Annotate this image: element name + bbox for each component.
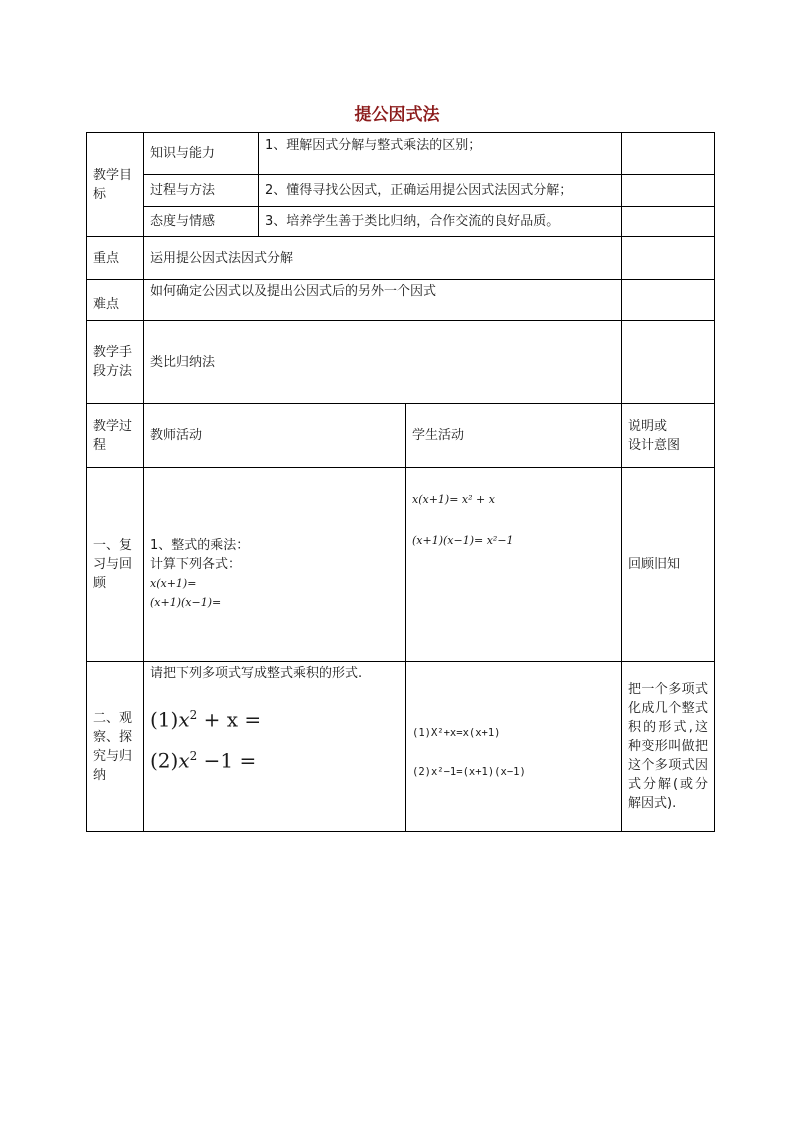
- student-activity-header: 学生活动: [406, 404, 622, 468]
- method-label: 教学手段方法: [87, 321, 144, 404]
- objective-note-1: [622, 133, 715, 175]
- stage1-teacher-line2: 计算下列各式：: [150, 556, 242, 572]
- stage1-teacher-expr1: x(x+1)=: [150, 576, 197, 590]
- stage2-row: [87, 662, 715, 832]
- objective-row-3: [87, 207, 715, 237]
- stage2-student-answer-1: (1)X²+x=x(x+1): [412, 726, 501, 739]
- process-label: 教学过程: [87, 404, 144, 468]
- difficulty-label: 难点: [87, 280, 144, 321]
- stage2-equation-1: $(1)x^2 + x$ =: [150, 707, 262, 732]
- stage1-teacher-cell: [144, 468, 406, 662]
- stage1-student-cell: [406, 468, 622, 662]
- stage1-student-expr2: (x+1)(x−1)= x²−1: [412, 534, 514, 547]
- stage1-teacher-expr2: (x+1)(x−1)=: [150, 595, 222, 609]
- stage1-row: [87, 468, 715, 662]
- difficulty-row: [87, 280, 715, 321]
- method-note: [622, 321, 715, 404]
- lesson-plan-table: [86, 132, 715, 832]
- note-header: 说明或 设计意图: [622, 404, 715, 468]
- key-point-row: [87, 237, 715, 280]
- objective-text-3: 3、培养学生善于类比归纳，合作交流的良好品质。: [259, 207, 622, 237]
- stage2-student-cell: [406, 662, 622, 832]
- difficulty-text: 如何确定公因式以及提出公因式后的另外一个因式: [144, 280, 622, 321]
- objective-category-2: 过程与方法: [144, 175, 259, 207]
- method-row: [87, 321, 715, 404]
- objective-text-1: 1、理解因式分解与整式乘法的区别；: [259, 133, 622, 175]
- objective-row-1: [87, 133, 715, 175]
- key-point-note: [622, 237, 715, 280]
- stage2-teacher-prompt: 请把下列多项式写成整式乘积的形式.: [150, 666, 363, 681]
- key-point-text: 运用提公因式法因式分解: [144, 237, 622, 280]
- stage1-label: 一、复习与回顾: [87, 468, 144, 662]
- objective-row-2: [87, 175, 715, 207]
- process-header-row: [87, 404, 715, 468]
- stage2-student-answer-2: (2)x²−1=(x+1)(x−1): [412, 765, 526, 778]
- difficulty-note: [622, 280, 715, 321]
- objective-note-2: [622, 175, 715, 207]
- stage2-equation-2: $(2)x^2 -1$ =: [150, 748, 257, 773]
- stage1-note: 回顾旧知: [622, 468, 715, 662]
- objectives-label: 教学目标: [87, 133, 144, 237]
- objective-category-1: 知识与能力: [144, 133, 259, 175]
- key-point-label: 重点: [87, 237, 144, 280]
- stage2-teacher-cell: [144, 662, 406, 832]
- page-title: 提公因式法: [354, 105, 440, 125]
- stage1-student-expr1: x(x+1)= x² + x: [412, 493, 495, 506]
- stage2-label: 二、观察、探究与归纳: [87, 662, 144, 832]
- stage1-teacher-line1: 1、整式的乘法：: [150, 537, 250, 553]
- objective-note-3: [622, 207, 715, 237]
- objective-text-2: 2、懂得寻找公因式，正确运用提公因式法因式分解；: [259, 175, 622, 207]
- method-text: 类比归纳法: [144, 321, 622, 404]
- teacher-activity-header: 教师活动: [144, 404, 406, 468]
- stage2-note: 把一个多项式化成几个整式积的形式,这种变形叫做把这个多项式因式分解(或分解因式).: [622, 662, 715, 832]
- objective-category-3: 态度与情感: [144, 207, 259, 237]
